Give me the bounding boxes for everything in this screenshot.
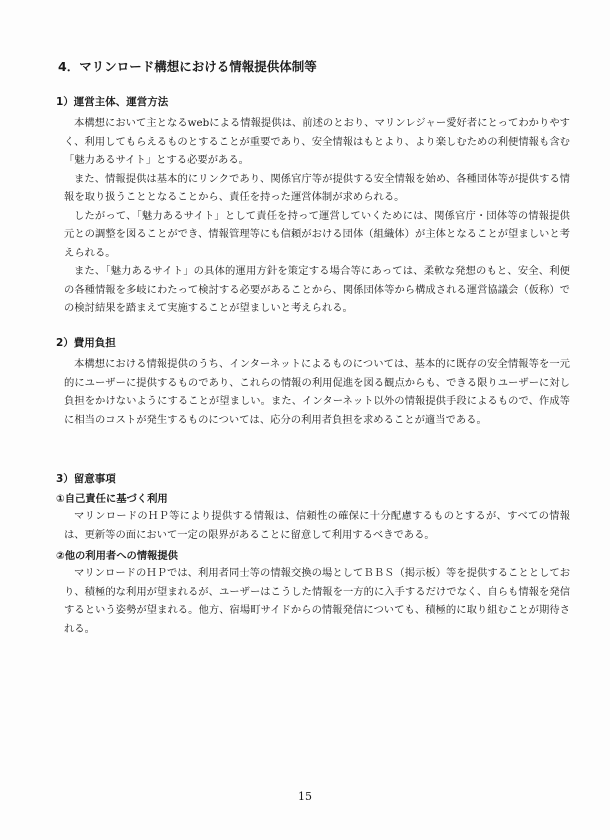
- paragraph: また、情報提供は基本的にリンクであり、関係官庁等が提供する安全情報を始め、各種団体等が提供する情報を取り扱うこととなることから、責任を持った運営体制が求められる。: [64, 172, 570, 203]
- note-heading: ②他の利用者への情報提供: [56, 550, 178, 562]
- page-title: 4．マリンロード構想における情報提供体制等: [58, 59, 317, 74]
- section-heading: 3）留意事項: [56, 473, 116, 485]
- note-item: [48, 491, 570, 544]
- section-cost: [48, 336, 570, 429]
- page-number: 15: [298, 790, 312, 803]
- section-heading: 2）費用負担: [56, 337, 116, 349]
- section-notes: [48, 472, 570, 642]
- section-heading: 1）運営主体、運営方法: [56, 96, 169, 108]
- note-item: [48, 548, 570, 638]
- paragraph: 本構想において主となるwebによる情報提供は、前述のとおり、マリンレジャー愛好者にとってわかりやすく、利用してもらえるものとすることが重要であり、安全情報はもとより、より楽しむための利便情報も含む「魅力あるサイト」とする必要がある。: [64, 117, 570, 166]
- section-operation: [48, 95, 570, 318]
- paragraph: したがって、「魅力あるサイト」として責任を持って運営していくためには、関係官庁・団体等の情報提供元との調整を図ることができ、情報管理等にも信頼がおける団体（組織体）が主体となることが望ましいと考えられる。: [64, 209, 570, 259]
- paragraph: 本構想における情報提供のうち、インターネットによるものについては、基本的に既存の安全情報等を一元的にユーザーに提供するものであり、これらの情報の利用促進を図る観点からも、できる限りユーザーに対し負担をかけないようにすることが望ましい。また、インターネット以外の情報提供手段によるもので、作成等に相当のコストが発生するものについては、応分の利用者負担を求めることが適当である。: [64, 358, 570, 426]
- note-text: マリンロードのＨＰ等により提供する情報は、信頼性の確保に十分配慮するものとするが、すべての情報は、更新等の面において一定の限界があることに留意して利用するべきである。: [64, 510, 570, 541]
- note-text: マリンロードのＨＰでは、利用者同士等の情報交換の場としてＢＢＳ（掲示板）等を提供することとしており、積極的な利用が望まれるが、ユーザーはこうした情報を一方的に入手するだけでなく、自らも情報を発信するという姿勢が望まれる。他方、宿場町サイドからの情報発信についても、積極的に取り組むことが期待される。: [64, 567, 570, 635]
- note-heading: ①自己責任に基づく利用: [56, 493, 168, 505]
- paragraph: また、「魅力あるサイト」の具体的運用方針を策定する場合等にあっては、柔軟な発想のもと、安全、利便の各種情報を多岐にわたって検討する必要があることから、関係団体等から構成される運営協議会（仮称）での検討結果を踏まえて実施することが望ましいと考えられる。: [64, 265, 570, 314]
